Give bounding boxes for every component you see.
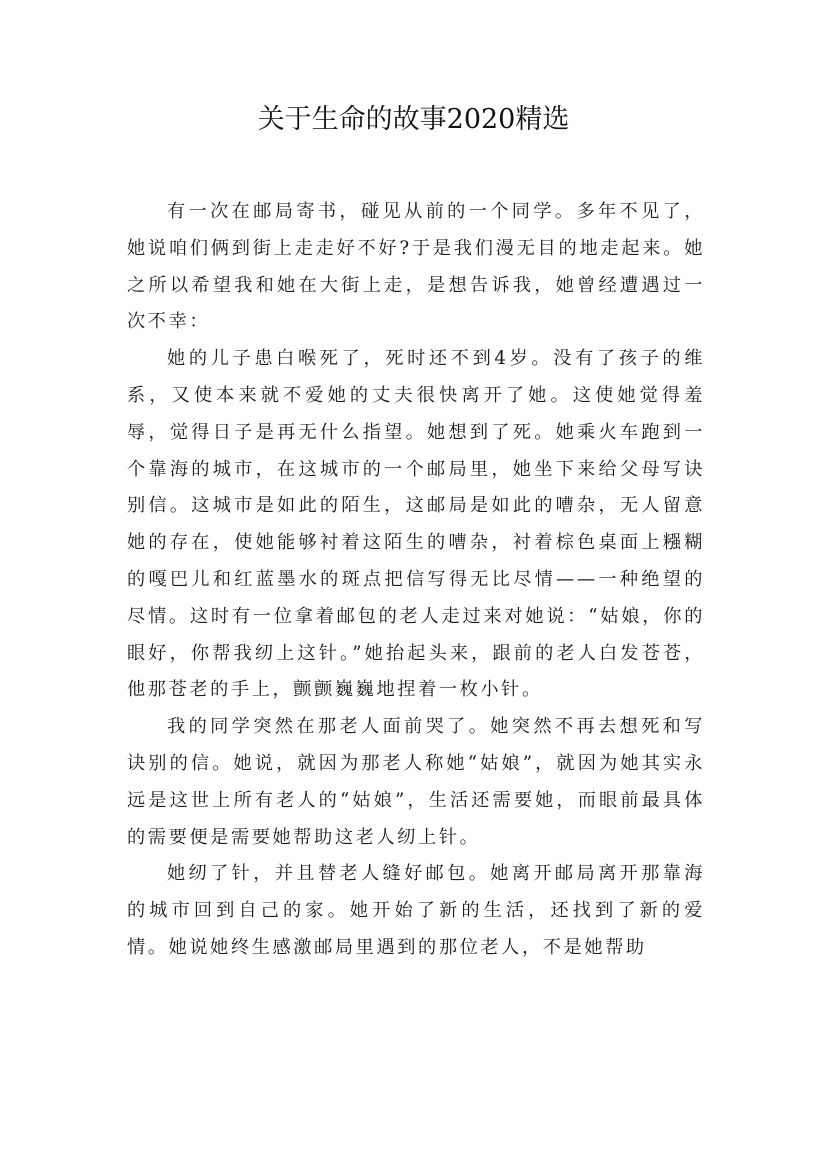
document-title: 关于生命的故事2020精选 bbox=[257, 104, 570, 135]
paragraph-4: 她纫了针，并且替老人缝好邮包。她离开邮局离开那靠海的城市回到自己的家。她开始了新的生活，还找到了新的爱情。她说她终生感激邮局里遇到的那位老人，不是她帮助 bbox=[127, 863, 705, 958]
document-body bbox=[127, 194, 705, 967]
paragraph-2: 她的儿子患白喉死了，死时还不到4岁。没有了孩子的维系，又使本来就不爱她的丈夫很快离开了她。这使她觉得羞辱，觉得日子是再无什么指望。她想到了死。她乘火车跑到一个靠海的城市，在这城市的一个邮局里，她坐下来给父母写诀别信。这城市是如此的陌生，这邮局是如此的嘈杂，无人留意她的存在，使她能够衬着这陌生的嘈杂，衬着棕色桌面上糨糊的嘎巴儿和红蓝墨水的斑点把信写得无比尽情——一种绝望的尽情。这时有一位拿着邮包的老人走过来对她说：“姑娘，你的眼好，你帮我纫上这针。”她抬起头来，跟前的老人白发苍苍，他那苍老的手上，颤颤巍巍地捏着一枚小针。 bbox=[127, 348, 705, 701]
paragraph-3: 我的同学突然在那老人面前哭了。她突然不再去想死和写诀别的信。她说，就因为那老人称她“姑娘”，就因为她其实永远是这世上所有老人的“姑娘”，生活还需要她，而眼前最具体的需要便是需要她帮助这老人纫上针。 bbox=[127, 716, 705, 848]
paragraph-1: 有一次在邮局寄书，碰见从前的一个同学。多年不见了，她说咱们俩到街上走走好不好?于是我们漫无目的地走起来。她之所以希望我和她在大街上走，是想告诉我，她曾经遭遇过一次不幸： bbox=[127, 201, 705, 333]
